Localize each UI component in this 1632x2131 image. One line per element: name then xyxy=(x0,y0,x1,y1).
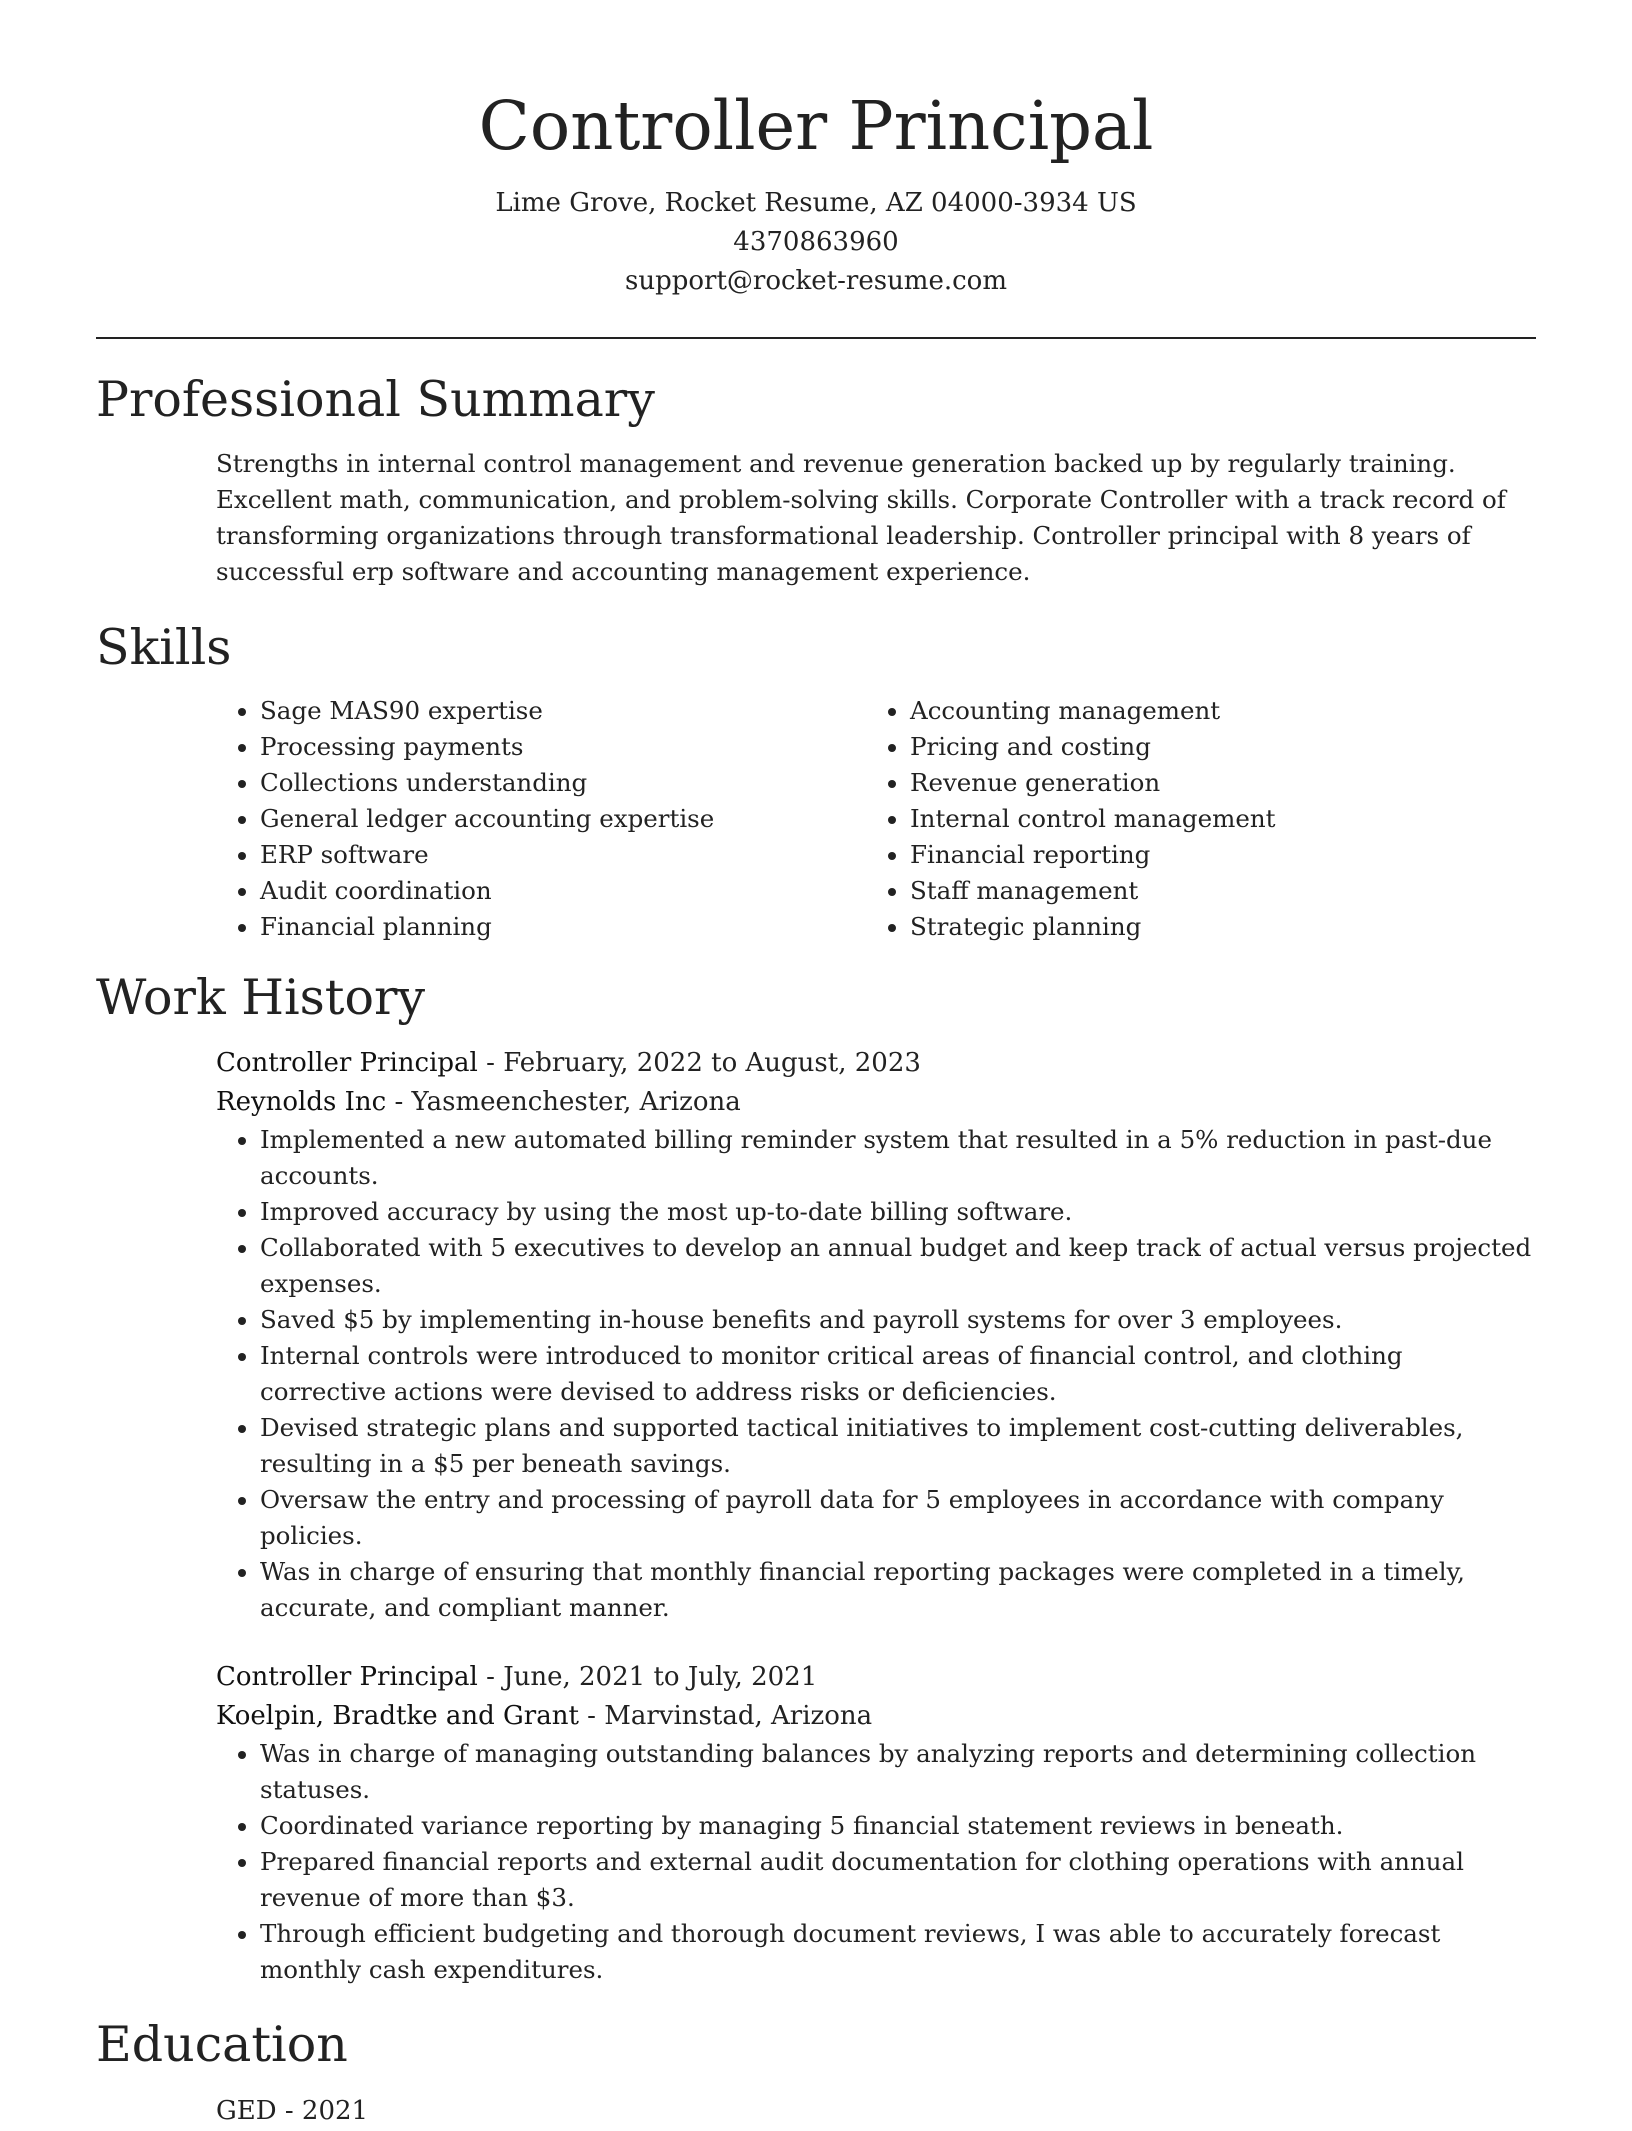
work-title: Work History xyxy=(96,969,426,1026)
skill-item: • Accounting management xyxy=(910,693,1516,729)
job-entry xyxy=(216,1658,1536,1988)
job-bullets xyxy=(216,1122,1536,1626)
job-bullets xyxy=(216,1736,1536,1988)
job-entry xyxy=(216,1044,1536,1626)
contact-email: support@rocket-resume.com xyxy=(624,266,1007,296)
candidate-name: Controller Principal xyxy=(478,87,1154,165)
skill-item: • ERP software xyxy=(260,837,866,873)
job-separator: - xyxy=(477,1048,504,1078)
job-bullet: • Implemented a new automated billing reminder system that resulted in a 5% reduction in past-due accounts. xyxy=(260,1122,1536,1194)
summary-title: Professional Summary xyxy=(96,371,655,428)
skill-item: • Sage MAS90 expertise xyxy=(260,693,866,729)
skills-title: Skills xyxy=(96,619,232,676)
job-bullet: • Improved accuracy by using the most up-to-date billing software. xyxy=(260,1194,1536,1230)
job-bullet: • Was in charge of ensuring that monthly financial reporting packages were completed in a timely, accurate, and compliant manner. xyxy=(260,1554,1536,1626)
job-location: Yasmeenchester, Arizona xyxy=(411,1087,741,1117)
education-entry: GED - 2021 xyxy=(216,2096,369,2126)
header-divider xyxy=(96,337,1536,339)
summary-body xyxy=(96,446,1536,590)
skill-item: • Strategic planning xyxy=(910,909,1516,945)
skill-item: • Internal control management xyxy=(910,801,1516,837)
job-company-line xyxy=(216,1083,1536,1122)
skill-item: • Financial planning xyxy=(260,909,866,945)
resume-page xyxy=(96,0,1536,2131)
skill-item: • General ledger accounting expertise xyxy=(260,801,866,837)
skill-item: • Audit coordination xyxy=(260,873,866,909)
contact-phone: 4370863960 xyxy=(733,227,899,257)
job-separator: - xyxy=(477,1662,504,1692)
job-bullet: • Through efficient budgeting and thorough document reviews, I was able to accurately forecast monthly cash expenditures. xyxy=(260,1916,1536,1988)
summary-section xyxy=(96,367,1536,590)
job-company-line xyxy=(216,1697,1536,1736)
skill-item: • Financial reporting xyxy=(910,837,1516,873)
job-location: Marvinstad, Arizona xyxy=(604,1701,873,1731)
job-dates: June, 2021 to July, 2021 xyxy=(503,1662,818,1692)
skills-body xyxy=(96,693,1536,945)
skill-item: • Revenue generation xyxy=(910,765,1516,801)
job-bullet: • Devised strategic plans and supported tactical initiatives to implement cost-cutting deliverables, resulting in a $5 per beneath savings. xyxy=(260,1410,1536,1482)
skill-item: • Staff management xyxy=(910,873,1516,909)
job-role: Controller Principal xyxy=(216,1662,478,1692)
work-body xyxy=(96,1044,1536,1988)
job-bullet: • Was in charge of managing outstanding balances by analyzing reports and determining collection statuses. xyxy=(260,1736,1536,1808)
education-title: Education xyxy=(96,2016,348,2073)
job-separator: - xyxy=(578,1701,605,1731)
skill-item: • Pricing and costing xyxy=(910,729,1516,765)
work-section xyxy=(96,965,1536,1988)
contact-block xyxy=(96,184,1536,301)
skills-list-right xyxy=(866,693,1516,945)
job-title-line xyxy=(216,1658,1536,1697)
skills-section xyxy=(96,615,1536,945)
job-separator: - xyxy=(386,1087,412,1117)
job-dates: February, 2022 to August, 2023 xyxy=(503,1048,921,1078)
job-title-line xyxy=(216,1044,1536,1083)
skills-list-left xyxy=(216,693,866,945)
contact-address: Lime Grove, Rocket Resume, AZ 04000-3934 US xyxy=(495,188,1137,218)
job-bullet: • Collaborated with 5 executives to develop an annual budget and keep track of actual versus projected expenses. xyxy=(260,1230,1536,1302)
job-bullet: • Coordinated variance reporting by managing 5 financial statement reviews in beneath. xyxy=(260,1808,1536,1844)
job-company: Koelpin, Bradtke and Grant xyxy=(216,1701,579,1731)
job-bullet: • Oversaw the entry and processing of payroll data for 5 employees in accordance with company policies. xyxy=(260,1482,1536,1554)
job-bullet: • Prepared financial reports and external audit documentation for clothing operations with annual revenue of more than $3. xyxy=(260,1844,1536,1916)
job-bullet: • Saved $5 by implementing in-house benefits and payroll systems for over 3 employees. xyxy=(260,1302,1536,1338)
skills-columns xyxy=(216,693,1536,945)
skill-item: • Collections understanding xyxy=(260,765,866,801)
job-role: Controller Principal xyxy=(216,1048,478,1078)
job-bullet: • Internal controls were introduced to monitor critical areas of financial control, and clothing corrective actions were devised to address risks or deficiencies. xyxy=(260,1338,1536,1410)
skills-column-right xyxy=(866,693,1516,945)
education-section xyxy=(96,2012,1536,2131)
summary-text: Strengths in internal control management and revenue generation backed up by regularly training. Excellent math, communication, and problem-solving skills. Corporate Controller with a track record of transforming organizations through transformational leadership. Controller principal with 8 years of successful erp software and accounting management experience. xyxy=(216,449,1506,586)
skills-column-left xyxy=(216,693,866,945)
skill-item: • Processing payments xyxy=(260,729,866,765)
resume-header xyxy=(96,0,1536,301)
job-company: Reynolds Inc xyxy=(216,1087,387,1117)
